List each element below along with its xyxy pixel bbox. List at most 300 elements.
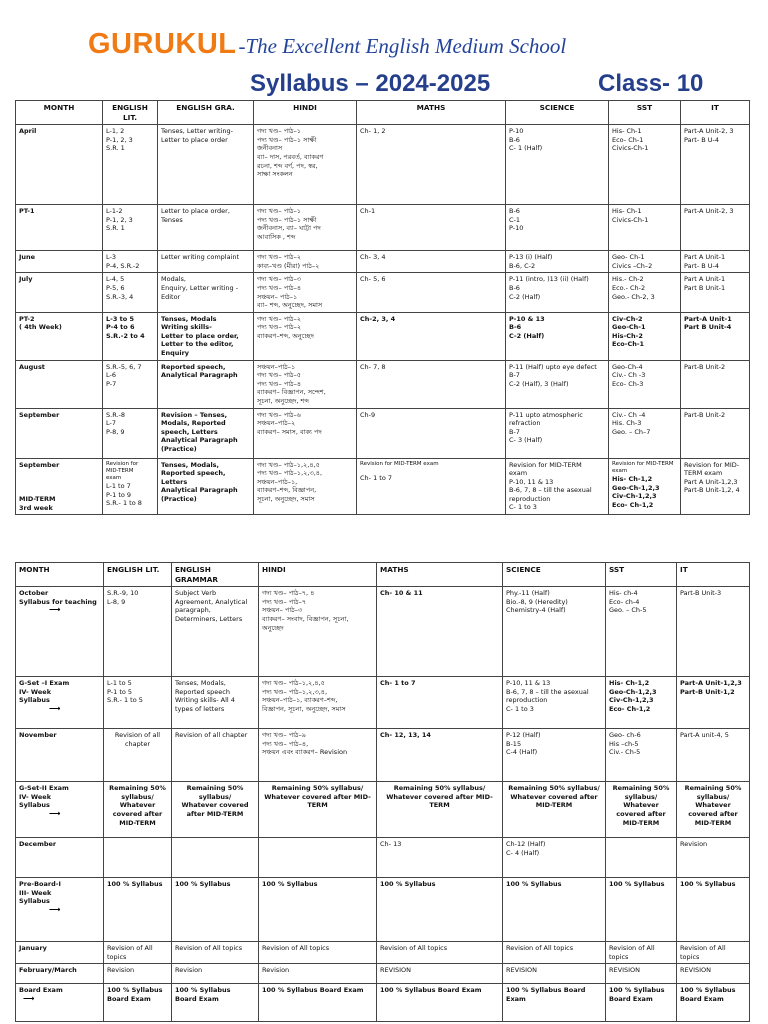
remaining-syllabus-cell [104, 782, 172, 838]
science-cell [506, 251, 609, 273]
eng-lit-text: L-3 to 5 P-4 to 6 S.R.-2 to 4 [106, 314, 145, 340]
science-cell [503, 878, 606, 942]
science-cell-text: P-10 & 13 B-6 C-2 (Half) [509, 314, 545, 340]
eng-lit-cell-text: 100 % Syllabus Board Exam [107, 986, 163, 1003]
eng-lit-cell-text: Revision [107, 966, 135, 975]
science-cell [506, 458, 609, 515]
month-cell [16, 964, 104, 984]
hindi-cell-text: গদ্য খণ্ড– পাঠ–৩ পদ্য খণ্ড– পাঠ–৪ সঞ্চয়ন– পাঠ–১ ব্যা– শব্দ, অনুচ্ছেদ, সমাস [257, 275, 323, 310]
remaining-syllabus-cell-text: Remaining 50% syllabus/ Whatever covered after MID- TERM [386, 784, 493, 810]
table-header-row [16, 563, 750, 587]
sst-cell [609, 251, 681, 273]
sst-cell [606, 984, 677, 1022]
hindi-cell-text: গদ্য খণ্ড– পাঠ–৭, ৪ পদ্য খণ্ড– পাঠ–৭ সঞ্চয়ন– পাঠ–৩ ব্যাকরণ– সংবাদ, বিজ্ঞাপন, সূচনা, অনুচ্ছেদ [262, 589, 349, 632]
remaining-syllabus-cell-text: Remaining 50% syllabus/ Whatever covered after MID- TERM [264, 784, 371, 810]
arrow-icon: ⟶ [49, 703, 61, 713]
eng-lit-cell [103, 458, 158, 515]
hindi-cell-text: 100 % Syllabus Board Exam [262, 986, 364, 995]
month-cell-text: Pre-Board-I III- Week Syllabus [19, 880, 61, 906]
science-cell [506, 360, 609, 408]
col-header-maths: MATHS [357, 101, 506, 125]
hindi-cell [254, 205, 357, 251]
eng-lit-cell-text: Revision of all chapter [114, 731, 161, 748]
hindi-cell-text: গদ্য খণ্ড– পাঠ–৯ পদ্য খণ্ড– পাঠ–৪, সঞ্চয়ন এবং ব্যাকরণ– Revision [262, 731, 348, 757]
maths-cell [357, 408, 506, 458]
science-cell-text: B-6 C-1 P-10 [509, 207, 524, 233]
month-sub: 3rd week [19, 503, 53, 512]
maths-cell [377, 964, 503, 984]
science-cell [503, 729, 606, 782]
eng-gra-cell [172, 729, 259, 782]
hindi-cell-text: Revision of All topics [262, 944, 330, 953]
science-cell [503, 587, 606, 677]
eng-lit-text: L-3 P-4, S.R.-2 [106, 253, 140, 270]
month-cell-text: September [19, 410, 60, 419]
science-cell-text: Phy.-11 (Half) Bio.-8, 9 (Heredity) Chemistry-4 (Half) [506, 589, 568, 615]
col-header-eng-lit: ENGLISH LIT. [104, 563, 172, 587]
maths-text: Ch- 5, 6 [360, 275, 386, 284]
eng-lit-cell [103, 312, 158, 360]
school-header [88, 28, 748, 64]
eng-gra-cell [158, 312, 254, 360]
sst-text: His- Ch-1 Civics-Ch-1 [612, 207, 649, 224]
it-cell [677, 838, 750, 878]
science-cell-text: P-12 (Half) B-15 C-4 (Half) [506, 731, 541, 757]
it-cell [677, 729, 750, 782]
arrow-icon: ⟶ [49, 808, 61, 818]
remaining-syllabus-cell [172, 782, 259, 838]
eng-gra-cell-text: Revision of All topics [175, 944, 243, 953]
maths-cell [377, 838, 503, 878]
eng-gra-cell-text: Tenses, Modals, Reported speech Writing skills- All 4 types of letters [175, 679, 235, 713]
sst-cell [609, 125, 681, 205]
month-cell-text: April [19, 127, 37, 136]
eng-lit-text: L-1-2 P-1, 2, 3 S.R. 1 [106, 207, 133, 233]
it-cell-text: Part-A Unit-2, 3 Part- B U-4 [684, 127, 734, 144]
it-cell [677, 984, 750, 1022]
month-cell [16, 587, 104, 677]
month-cell [16, 942, 104, 964]
maths-cell [377, 984, 503, 1022]
month-cell [16, 360, 103, 408]
sst-cell-text: His- ch-4 Eco- ch-4 Geo. – Ch-5 [609, 589, 647, 615]
eng-gra-cell-text: Revision of all chapter [175, 731, 248, 740]
arrow-icon: ⟶ [23, 993, 35, 1003]
month-cell [16, 312, 103, 360]
table-row [16, 273, 750, 312]
col-header-hindi: HINDI [259, 563, 377, 587]
maths-cell-text: Ch- 13 [380, 840, 402, 849]
hindi-cell-text: গদ্য খণ্ড– পাঠ–২ পদ্য খণ্ড– পাঠ–২ ব্যাকরণ–শব্দ, অনুচ্ছেদ [257, 314, 314, 340]
sst-cell [609, 273, 681, 312]
science-cell [506, 408, 609, 458]
month-cell-text: December [19, 840, 57, 849]
table-row [16, 984, 750, 1022]
col-header-hindi: HINDI [254, 101, 357, 125]
eng-gra-cell [172, 964, 259, 984]
hindi-cell-text: 100 % Syllabus [262, 880, 318, 889]
maths-cell [357, 273, 506, 312]
col-header-science: SCIENCE [506, 101, 609, 125]
sst-cell [606, 878, 677, 942]
hindi-cell [254, 125, 357, 205]
it-cell [677, 942, 750, 964]
month-cell-text: November [19, 731, 57, 740]
hindi-cell [254, 312, 357, 360]
it-cell-text: Part-B Unit-2 [684, 410, 726, 419]
table-row [16, 312, 750, 360]
sst-cell [609, 408, 681, 458]
eng-gra-cell [172, 677, 259, 729]
it-cell-text: Revision [680, 840, 708, 849]
remaining-syllabus-cell [606, 782, 677, 838]
sst-text: Civ.- Ch -4 His. Ch-3 Geo. – Ch–7 [612, 410, 651, 436]
eng-gra-cell [172, 878, 259, 942]
sst-cell-text: Geo- ch-6 His –ch-5 Civ.- Ch-5 [609, 731, 641, 757]
month-cell [16, 125, 103, 205]
month-cell [16, 677, 104, 729]
sst-text: Geo- Ch-1 Civics –Ch–2 [612, 253, 653, 270]
col-header-eng-lit: ENGLISH LIT. [103, 101, 158, 125]
hindi-cell [259, 729, 377, 782]
eng-gra-cell-text: Tenses, Modals Writing skills- Letter to place order, Letter to the editor, Enquiry [161, 314, 239, 358]
hindi-cell-text: গদ্য খণ্ড– পাঠ–১ পদ্য খণ্ড– পাঠ–১ সাক্ষী জনীবনাস ব্যা– দাস, পরবর্ত, ব্যাকরণ রচনা, শব্দ বর্ণ, পদ, স্বর, সাক্ষা সংকলন [257, 127, 324, 179]
eng-lit-cell [104, 838, 172, 878]
eng-gra-cell [158, 408, 254, 458]
sst-cell [606, 942, 677, 964]
arrow-icon: ⟶ [49, 605, 61, 615]
sst-cell-text: Revision of All topics [609, 944, 655, 961]
science-cell-text: P-11 upto atmospheric refraction B-7 C- 3 (Half) [509, 410, 583, 445]
table-row [16, 964, 750, 984]
science-cell-text: 100 % Syllabus Board Exam [506, 986, 586, 1003]
page-title [250, 70, 750, 102]
hindi-cell-text: গদ্য খণ্ড– পাঠ–২ কাব্য–খণ্ড (মীরা) পাঠ–২ [257, 253, 320, 270]
eng-lit-text: L-4, 5 P-5, 6 S.R.-3, 4 [106, 275, 134, 301]
sst-cell [609, 458, 681, 515]
maths-cell-text: REVISION [380, 966, 412, 975]
table-row [16, 942, 750, 964]
sst-cell [606, 587, 677, 677]
month-note: ( 4th Week) [19, 323, 62, 332]
class-label: Class- 10 [598, 70, 704, 97]
sst-cell [606, 838, 677, 878]
it-cell [677, 964, 750, 984]
hindi-cell-text: গদ্য খণ্ড– পাঠ–১,২,৪,৫ পদ্য খণ্ড– পাঠ–১,২,৩,৪, সঞ্চয়ন–পাঠ–১, ব্যাকরণ–শব্দ, বিজ্ঞাপন, সূচনা, অনুচ্ছেদ, সমাস [262, 679, 346, 713]
remaining-syllabus-cell-text: Remaining 50% syllabus/ Whatever covered after MID-TERM [684, 784, 742, 827]
col-header-eng-gra: ENGLISH GRAMMAR [172, 563, 259, 587]
it-cell [681, 205, 750, 251]
science-cell [506, 125, 609, 205]
maths-cell [357, 458, 506, 515]
table-row [16, 878, 750, 942]
science-cell-text: P-10 B-6 C- 1 (Half) [509, 127, 543, 153]
science-cell-text: Revision of All topics [506, 944, 574, 953]
hindi-cell [259, 878, 377, 942]
it-cell-text: REVISION [680, 966, 712, 975]
eng-lit-text: S.R.-5, 6, 7 L-6 P-7 [106, 362, 142, 388]
it-cell [677, 587, 750, 677]
month-cell [16, 408, 103, 458]
maths-cell-text: Revision of All topics [380, 944, 448, 953]
sst-text: Civ-Ch-2 Geo-Ch-1 His-Ch-2 Eco-Ch-1 [612, 314, 646, 349]
hindi-cell [254, 273, 357, 312]
maths-note: Revision for MID-TERM exam [360, 460, 439, 467]
table-row [16, 125, 750, 205]
maths-cell [377, 677, 503, 729]
sst-cell [609, 205, 681, 251]
science-cell [503, 984, 606, 1022]
table-row [16, 360, 750, 408]
sst-cell-text: 100 % Syllabus [609, 880, 665, 889]
eng-lit-cell-text: S.R.-9, 10 L-8, 9 [107, 589, 139, 606]
eng-lit-cell [103, 205, 158, 251]
school-tagline: -The Excellent English Medium School [238, 34, 567, 58]
maths-cell [377, 729, 503, 782]
eng-lit-cell [103, 251, 158, 273]
eng-lit-text: L-1 to 7 P-1 to 9 S.R.- 1 to 8 [106, 482, 142, 508]
eng-gra-cell [172, 838, 259, 878]
science-cell [503, 838, 606, 878]
col-header-maths: MATHS [377, 563, 503, 587]
it-cell [681, 408, 750, 458]
table-row [16, 408, 750, 458]
eng-gra-cell-text: 100 % Syllabus Board Exam [175, 986, 231, 1003]
eng-gra-cell [172, 984, 259, 1022]
hindi-cell-text: গদ্য খণ্ড– পাঠ–১,২,৪,৫ পদ্য খণ্ড– পাঠ–১,২,৩,৪, সঞ্চয়ন–পাঠ–১, ব্যাকরণ–শব্দ, বিজ্ঞাপন, সূচনা, অনুচ্ছেদ, সমাস [257, 460, 323, 503]
sst-cell-text: His- Ch-1,2 Geo-Ch-1,2,3 Civ-Ch-1,2,3 Eco- Ch-1,2 [609, 679, 657, 713]
month-cell-text: Board Exam [19, 986, 63, 995]
hindi-cell [259, 964, 377, 984]
hindi-cell [254, 251, 357, 273]
it-cell-text: 100 % Syllabus Board Exam [680, 986, 736, 1003]
eng-lit-cell [103, 408, 158, 458]
month-cell-text: PT-2 [19, 314, 35, 323]
sst-text: Geo-Ch-4 Civ.- Ch -3 Eco- Ch-3 [612, 362, 646, 388]
eng-lit-cell [104, 677, 172, 729]
it-cell [681, 360, 750, 408]
sst-cell [606, 677, 677, 729]
hindi-cell-text: গদ্য খণ্ড– পাঠ–৬ সঞ্চয়ন–পাঠ–২ ব্যাকরণ– সমাস, বাক্য পদ [257, 410, 322, 436]
hindi-cell-text: সঞ্চয়ন–পাঠ–১ গদ্য খণ্ড– পাঠ–৫ পদ্য খণ্ড– পাঠ–৪ ব্যাকরণ– বিজ্ঞাপন, সন্দেশ, সূচনা, অনুচ্ছেদ, শব্দ [257, 362, 326, 405]
science-cell [506, 273, 609, 312]
sst-cell [606, 964, 677, 984]
science-cell-text: P-10, 11 & 13 B-6, 7, 8 – till the asexual reproduction C- 1 to 3 [506, 679, 589, 713]
eng-lit-cell [104, 984, 172, 1022]
month-cell [16, 458, 103, 515]
it-cell-text: Revision of All topics [680, 944, 726, 961]
table-row [16, 251, 750, 273]
science-cell-text: Ch-12 (Half) C- 4 (Half) [506, 840, 546, 857]
month-cell-text: PT-1 [19, 207, 35, 216]
hindi-cell-text: গদ্য খণ্ড– পাঠ–১ পদ্য খণ্ড– পাঠ–১ সাক্ষী জনীবনাস, ব্যা– ঘাট্টা পদ আবাসিক , শব্দ [257, 207, 321, 241]
eng-gra-cell-text: Letter to place order, Tenses [161, 207, 230, 224]
eng-gra-cell [158, 125, 254, 205]
maths-text: Ch- 1, 2 [360, 127, 386, 136]
maths-cell [357, 125, 506, 205]
remaining-syllabus-cell [677, 782, 750, 838]
it-cell [677, 677, 750, 729]
remaining-syllabus-cell-text: Remaining 50% syllabus/ Whatever covered after MID-TERM [508, 784, 600, 810]
sst-cell [609, 312, 681, 360]
remaining-syllabus-cell-text: Remaining 50% syllabus/ Whatever covered after MID-TERM [109, 784, 166, 827]
remaining-syllabus-cell-text: Remaining 50% syllabus/ Whatever covered after MID-TERM [612, 784, 670, 827]
it-cell [681, 273, 750, 312]
remaining-syllabus-cell-text: Remaining 50% syllabus/ Whatever covered after MID-TERM [181, 784, 249, 818]
it-cell [681, 251, 750, 273]
sst-cell-text: REVISION [609, 966, 641, 975]
maths-text: Ch-2, 3, 4 [360, 314, 396, 323]
maths-cell-text: Ch- 10 & 11 [380, 589, 423, 598]
eng-gra-cell [172, 587, 259, 677]
eng-gra-cell-text: 100 % Syllabus [175, 880, 231, 889]
maths-cell-text: Ch- 1 to 7 [380, 679, 416, 688]
maths-cell-text: Ch- 12, 13, 14 [380, 731, 431, 740]
syllabus-table-1 [15, 100, 750, 515]
it-cell-text: Part-A Unit-1 Part B Unit-4 [684, 314, 732, 332]
science-cell [503, 964, 606, 984]
month-cell [16, 782, 104, 838]
maths-text: Ch- 3, 4 [360, 253, 386, 262]
month-cell-text: January [19, 944, 47, 953]
col-header-it: IT [681, 101, 750, 125]
science-cell-text: Revision for MID-TERM exam P-10, 11 & 13 B-6, 7, 8 – till the asexual reproduction C- 1 to 3 [509, 460, 592, 512]
eng-lit-cell-text: 100 % Syllabus [107, 880, 163, 889]
eng-gra-cell [158, 273, 254, 312]
it-cell-text: Part-A unit-4, 5 [680, 731, 729, 740]
month-cell [16, 729, 104, 782]
hindi-cell [254, 360, 357, 408]
month-cell [16, 984, 104, 1022]
science-cell-text: P-11 (Half) upto eye defect B-7 C-2 (Half), 3 (Half) [509, 362, 597, 388]
month-cell [16, 205, 103, 251]
eng-gra-cell-text: Reported speech, Analytical Paragraph [161, 362, 238, 380]
table-row [16, 587, 750, 677]
syllabus-title: Syllabus – 2024-2025 [250, 70, 491, 97]
table-row [16, 838, 750, 878]
it-cell [681, 312, 750, 360]
maths-cell [377, 878, 503, 942]
sst-cell-text: 100 % Syllabus Board Exam [609, 986, 665, 1003]
maths-cell [357, 251, 506, 273]
maths-cell [377, 942, 503, 964]
it-cell-text: Part A Unit-1 Part B Unit-1 [684, 275, 726, 292]
it-cell-text: Part-B Unit-2 [684, 362, 726, 371]
maths-text: Ch-1 [360, 207, 376, 216]
science-cell-text: P-13 (i) (Half) B-6, C-2 [509, 253, 553, 270]
hindi-cell [254, 408, 357, 458]
eng-gra-cell [172, 942, 259, 964]
it-cell-text: 100 % Syllabus [680, 880, 736, 889]
hindi-cell [254, 458, 357, 515]
sst-text: His.- Ch-2 Eco.- Ch-2 Geo.- Ch-2, 3 [612, 275, 655, 301]
maths-text: Ch- 1 to 7 [360, 473, 392, 482]
month-cell-text: G-Set –I Exam IV- Week Syllabus [19, 679, 70, 705]
eng-lit-text: L-1, 2 P-1, 2, 3 S.R. 1 [106, 127, 133, 153]
it-cell-text: Part A Unit-1 Part- B U-4 [684, 253, 726, 270]
month-cell-text: February/March [19, 966, 77, 975]
maths-cell [377, 587, 503, 677]
hindi-cell [259, 942, 377, 964]
month-cell [16, 251, 103, 273]
it-cell [681, 458, 750, 515]
maths-cell [357, 205, 506, 251]
sst-note: Revision for MID-TERM exam [612, 460, 674, 474]
eng-gra-cell [158, 458, 254, 515]
it-cell-text: Part-A Unit-2, 3 [684, 207, 734, 216]
maths-text: Ch- 7, 8 [360, 362, 386, 371]
eng-lit-cell [103, 360, 158, 408]
eng-lit-cell [104, 942, 172, 964]
month-cell [16, 838, 104, 878]
maths-cell [357, 360, 506, 408]
eng-gra-cell-text: Tenses, Letter writing- Letter to place order [161, 127, 233, 144]
science-cell [503, 942, 606, 964]
sst-text: His- Ch-1,2 Geo-Ch-1,2,3 Civ-Ch-1,2,3 Eco- Ch-1,2 [612, 475, 660, 509]
science-cell-text: 100 % Syllabus [506, 880, 562, 889]
science-cell-text: P-11 (intro, )13 (ii) (Half) B-6 C-2 (Half) [509, 275, 589, 301]
hindi-cell [259, 587, 377, 677]
maths-text: Ch-9 [360, 410, 376, 419]
hindi-cell [259, 838, 377, 878]
science-cell [506, 312, 609, 360]
it-cell [677, 878, 750, 942]
sst-text: His- Ch-1 Eco- Ch-1 Civics-Ch-1 [612, 127, 649, 153]
syllabus-table-2 [15, 562, 750, 1022]
eng-lit-cell-text: Revision of All topics [107, 944, 153, 961]
month-sub: MID-TERM [19, 495, 56, 504]
hindi-cell [259, 984, 377, 1022]
table-row [16, 677, 750, 729]
month-cell [16, 878, 104, 942]
sst-cell [606, 729, 677, 782]
table-row [16, 729, 750, 782]
hindi-cell [259, 677, 377, 729]
month-cell-text: August [19, 362, 45, 371]
month-cell [16, 273, 103, 312]
it-cell [681, 125, 750, 205]
arrow-icon: ⟶ [49, 904, 61, 914]
remaining-syllabus-cell [503, 782, 606, 838]
eng-gra-cell-text: Letter writing complaint [161, 253, 240, 262]
maths-cell-text: 100 % Syllabus Board Exam [380, 986, 482, 995]
col-header-month: MONTH [16, 563, 104, 587]
col-header-month: MONTH [16, 101, 103, 125]
eng-gra-cell [158, 205, 254, 251]
science-cell-text: REVISION [506, 966, 538, 975]
eng-lit-cell [104, 878, 172, 942]
eng-lit-cell [103, 125, 158, 205]
eng-gra-cell-text: Tenses, Modals, Reported speech, Letters Analytical Paragraph (Practice) [161, 460, 238, 503]
eng-gra-cell [158, 251, 254, 273]
month-cell-text: July [19, 275, 33, 284]
science-cell [503, 677, 606, 729]
eng-lit-cell-text: L-1 to 5 P-1 to 5 S.R.- 1 to 5 [107, 679, 143, 705]
col-header-sst: SST [606, 563, 677, 587]
hindi-cell-text: Revision [262, 966, 290, 975]
eng-gra-cell-text: Revision – Tenses, Modals, Reported speech, Letters Analytical Paragraph (Practice) [161, 410, 238, 453]
eng-lit-cell [104, 587, 172, 677]
eng-gra-cell-text: Subject Verb Agreement, Analytical paragraph, Determiners, Letters [175, 589, 248, 623]
eng-gra-cell-text: Revision [175, 966, 203, 975]
col-header-it: IT [677, 563, 750, 587]
col-header-eng-gra: ENGLISH GRA. [158, 101, 254, 125]
school-brand: GURUKUL [88, 28, 237, 60]
col-header-sst: SST [609, 101, 681, 125]
maths-cell [357, 312, 506, 360]
science-cell [506, 205, 609, 251]
table-row [16, 205, 750, 251]
